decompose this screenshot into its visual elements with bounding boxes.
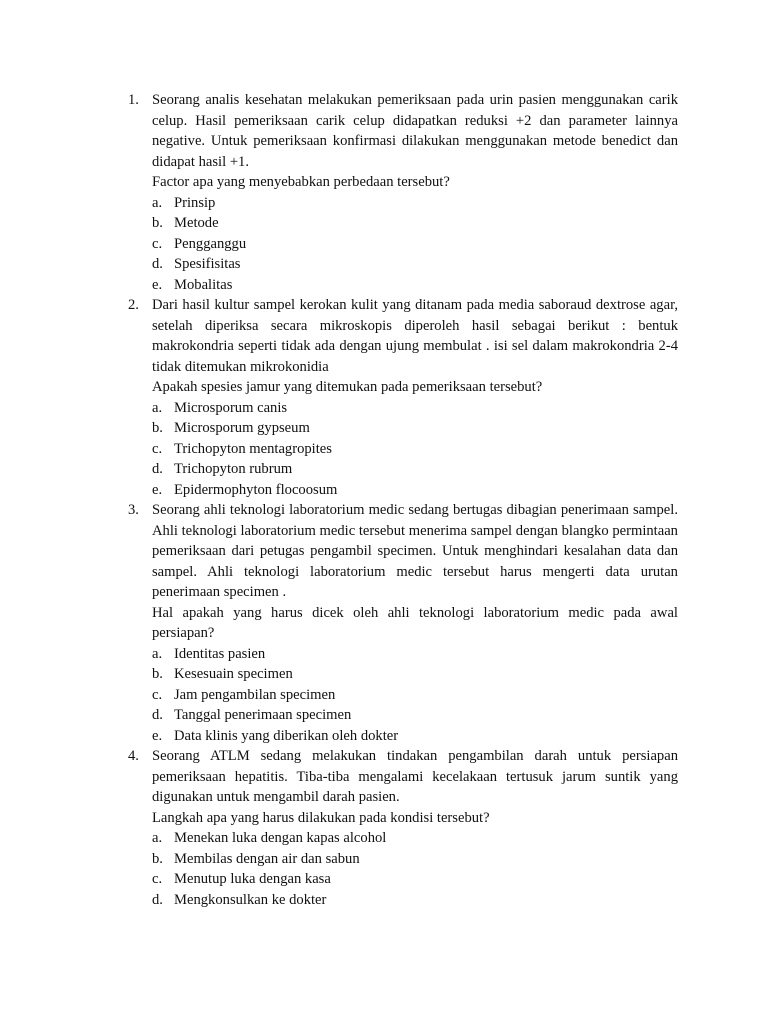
text-line: benedict dan didapat hasil +1.: [152, 133, 678, 170]
answer-option: [152, 275, 678, 296]
option-text: Membilas dengan air dan sabun: [174, 850, 360, 867]
answer-option: [152, 869, 678, 890]
question-text: [152, 295, 678, 377]
question-text: [152, 746, 678, 808]
option-text: Trichopyton rubrum: [174, 461, 293, 477]
option-text: Menutup luka dengan kasa: [174, 871, 331, 887]
answer-option: [152, 726, 678, 747]
answer-option: [152, 849, 678, 870]
text-line: kesalahan data dan sampel. Ahli teknologi laboratorium medic tersebut harus mengerti: [152, 543, 678, 580]
option-letter: c.: [152, 871, 163, 887]
option-text: Prinsip: [174, 194, 216, 211]
question-text: [152, 90, 678, 172]
answer-options: [152, 398, 678, 501]
option-text: Kesesuain specimen: [174, 666, 293, 682]
option-letter: a.: [152, 830, 163, 846]
question-text: [152, 500, 678, 603]
option-letter: e.: [152, 727, 163, 744]
text-line: lainnya negative. Untuk pemeriksaan konfirmasi dilakukan menggunakan metode: [152, 112, 678, 149]
option-letter: e.: [152, 481, 163, 498]
answer-options: [152, 193, 678, 296]
option-text: Jam pengambilan specimen: [174, 686, 336, 703]
text-line: Hal apakah yang harus dicek oleh ahli teknologi laboratorium medic pada awal: [152, 604, 678, 621]
option-text: Spesifisitas: [174, 256, 241, 272]
text-line: persiapan?: [152, 625, 215, 641]
text-line: digunakan untuk mengambil darah pasien.: [152, 789, 400, 805]
option-letter: a.: [152, 399, 163, 416]
option-text: Data klinis yang diberikan oleh dokter: [174, 727, 399, 744]
text-line: sampel. Ahli teknologi laboratorium medic tersebut menerima sampel dengan blangko: [152, 502, 678, 539]
answer-option: [152, 254, 678, 275]
answer-option: [152, 705, 678, 726]
question-list: [128, 90, 678, 910]
answer-option: [152, 828, 678, 849]
option-text: Epidermophyton flocoosum: [174, 481, 338, 498]
option-letter: b.: [152, 215, 163, 231]
answer-option: [152, 418, 678, 439]
question-3: [128, 500, 678, 746]
question-prompt: Apakah spesies jamur yang ditemukan pada pemeriksaan tersebut?: [152, 379, 543, 395]
option-text: Mengkonsulkan ke dokter: [174, 891, 327, 908]
question-prompt: [152, 603, 678, 644]
question-2: [128, 295, 678, 500]
option-letter: c.: [152, 686, 163, 703]
question-1: [128, 90, 678, 295]
text-line: carik celup. Hasil pemeriksaan carik celup didapatkan reduksi +2 dan parameter: [152, 92, 678, 129]
answer-option: [152, 439, 678, 460]
answer-option: [152, 480, 678, 501]
text-line: Seorang ATLM sedang melakukan tindakan pengambilan darah untuk persiapan: [152, 748, 678, 764]
text-line: Seorang analis kesehatan melakukan pemeriksaan pada urin pasien menggunakan: [152, 92, 644, 108]
text-line: Seorang ahli teknologi laboratorium medic sedang bertugas dibagian penerimaan: [152, 502, 629, 518]
question-number: 4.: [128, 748, 139, 764]
option-text: Identitas pasien: [174, 645, 266, 662]
option-text: Microsporum canis: [174, 399, 288, 416]
text-line: makrokondria seperti tidak ada dengan ujung membulat . isi sel dalam makrokondria: [152, 338, 655, 354]
text-line: agar, setelah diperiksa secara mikroskopis diperoleh hasil sebagai berikut : bentuk: [152, 297, 678, 334]
question-prompt: Langkah apa yang harus dilakukan pada kondisi tersebut?: [152, 809, 490, 826]
question-prompt: Factor apa yang menyebabkan perbedaan tersebut?: [152, 174, 450, 190]
answer-option: [152, 398, 678, 419]
option-letter: d.: [152, 461, 163, 477]
question-4: [128, 746, 678, 910]
option-letter: d.: [152, 256, 163, 272]
question-number: 1.: [128, 92, 139, 108]
option-letter: c.: [152, 440, 163, 457]
answer-option: [152, 193, 678, 214]
option-letter: b.: [152, 666, 163, 682]
option-letter: a.: [152, 194, 163, 211]
question-number: 3.: [128, 502, 139, 518]
option-letter: b.: [152, 850, 163, 867]
option-letter: a.: [152, 645, 163, 662]
option-text: Pengganggu: [174, 235, 247, 252]
answer-option: [152, 644, 678, 665]
option-letter: c.: [152, 235, 163, 252]
option-text: Mobalitas: [174, 276, 233, 293]
text-line: data urutan penerimaan specimen .: [152, 563, 678, 600]
text-line: pemeriksaan hepatitis. Tiba-tiba mengalami kecelakaan tertusuk jarum suntik yang: [152, 768, 678, 785]
answer-option: [152, 685, 678, 706]
text-line: Dari hasil kultur sampel kerokan kulit yang ditanam pada media saboraud dextrose: [152, 297, 646, 313]
text-line: 2-4 tidak ditemukan mikrokonidia: [152, 338, 678, 375]
answer-options: [152, 644, 678, 747]
answer-option: [152, 459, 678, 480]
answer-option: [152, 234, 678, 255]
option-letter: d.: [152, 891, 163, 908]
question-number: 2.: [128, 297, 139, 313]
option-letter: d.: [152, 707, 163, 723]
option-letter: e.: [152, 276, 163, 293]
answer-option: [152, 664, 678, 685]
option-text: Metode: [174, 215, 219, 231]
option-text: Microsporum gypseum: [174, 420, 310, 436]
option-text: Menekan luka dengan kapas alcohol: [174, 830, 387, 846]
option-letter: b.: [152, 420, 163, 436]
option-text: Tanggal penerimaan specimen: [174, 707, 352, 723]
option-text: Trichopyton mentagropites: [174, 440, 332, 457]
answer-options: [152, 828, 678, 910]
answer-option: [152, 213, 678, 234]
answer-option: [152, 890, 678, 911]
text-line: permintaan pemeriksaan dari petugas pengambil specimen. Untuk menghindari: [152, 522, 678, 559]
